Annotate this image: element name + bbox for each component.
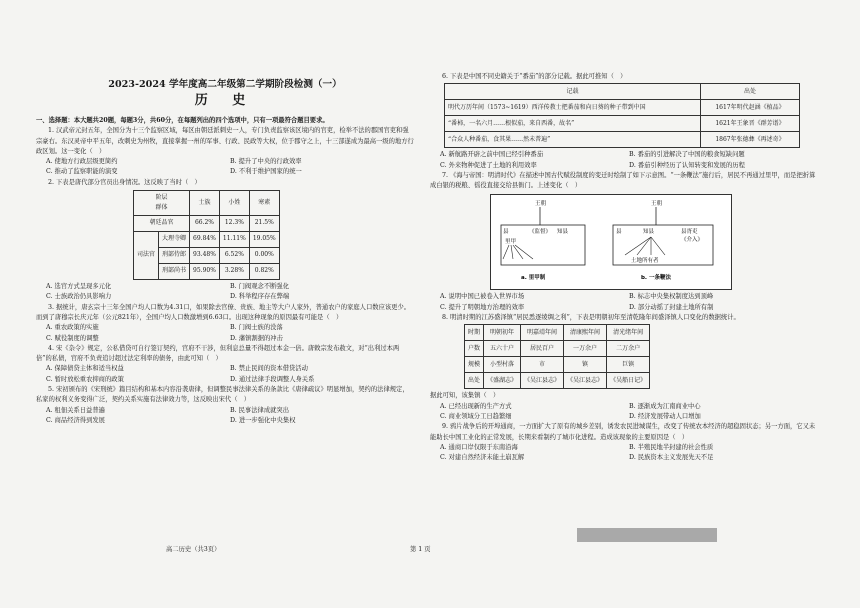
q4-opt-d[interactable]: D. 通过法律手段调整人身关系 [230,375,315,383]
subject-title: 历 史 [194,93,256,108]
q8-cell: 《盛湖志》 [484,373,521,389]
q8-table [464,324,650,389]
q6-source: 1621年王象晋《群芳谱》 [701,116,800,132]
q6-record: “番柿，一名六月……根似茄，来自西番，故名” [445,116,701,132]
q6-header-record: 记载 [445,84,701,100]
q2-header-class: 阶层 [155,193,168,201]
section-heading: 一、选择题：本大题共20题，每题3分，共60分，在每题列出的四个选项中，只有一项最符合题目要求。 [36,117,329,124]
q7-opt-b[interactable]: B. 标志中央集权制度达到顶峰 [629,293,714,301]
caption-b: b. 一条鞭法 [641,275,671,282]
q8-options [430,402,818,423]
q2-cell: 0.00% [249,248,279,264]
q5-options [36,406,414,427]
q8-opt-c[interactable]: C. 商业领域分工日趋繁细 [440,412,512,420]
q2-header-group: 群体 [155,204,168,212]
q2-cell: 0.82% [249,264,279,280]
supervise-label: 《监督》 [529,229,552,236]
q6-header-source: 出处 [701,84,800,100]
q7-opt-c[interactable]: C. 提升了明朝地方治理的效率 [440,303,525,311]
q9-opt-c[interactable]: C. 对建自然经济未能土崩瓦解 [440,454,525,462]
q7-stem: 7. 《海与帝国：明清时代》在描述中国古代赋役制度的变迁时绘制了如下示意图。“一条鞭法”施行后，居民不再通过里甲，而是把折算成白银的税粮、徭役直接交给县衙门。上述变化（ ） [430,171,816,190]
q4-opt-c[interactable]: C. 暂时放松重农抑商的政策 [46,375,124,383]
q6-stem: 6. 下表是中国不同史籍关于“番茄”的部分记载。据此可推知（ ） [442,73,627,80]
q3-opt-c[interactable]: C. 赋役制度的调整 [46,334,99,342]
q8-cell: 小型村落 [484,357,521,373]
q6-opt-b[interactable]: B. 番茄的引进解决了中国的粮食短缺问题 [629,151,745,159]
q8-cell: 一万余户 [564,341,607,357]
q2-cell: 66.2% [190,216,220,232]
q3-stem: 3. 据统计，唐玄宗十三年全国户均人口数为4.31口，如果除去官僚、贵族、地主等大户人家外，普通农户的家庭人口数应该更少。而到了唐穆宗长庆元年（公元821年），全国户均人口数激增到6.63口。出现这种现象的原因最有可能是（ ） [36,303,411,321]
q2-col: 小姓 [219,191,249,216]
q3-opt-d[interactable]: D. 藩镇割据的冲击 [230,334,283,342]
landowner-label: 土地所有者 [631,258,659,265]
q2-opt-d[interactable]: D. 科举程序存在弊端 [230,293,290,301]
single-whip-diagram [613,199,713,281]
q2-row-label: 朝廷品官 [134,216,190,232]
county-label: 县 [616,229,622,236]
q7-opt-d[interactable]: D. 部分动摇了封建土地所有制 [629,303,714,311]
q2-row-label: 大理寺卿 [159,232,190,248]
q6-opt-a[interactable]: A. 新航路开辟之前中国已经引种番茄 [440,151,544,159]
q7-opt-a[interactable]: A. 说明中国已被卷入世界市场 [440,293,525,301]
q2-cell: 19.05% [249,232,279,248]
q1-stem: 1. 汉武帝元封五年，全国分为十三个监察区域，每区由朝廷派刺史一人，专门负责监察该区境内的官吏，检举不法的郡国官吏和强宗豪右。东汉灵帝中平五年，改刺史为州牧，直接掌握一州的军事、行政、民政等大权，位于郡守之上，十三部遂成为最高一级的地方行政区划。这一变化（ ） [36,127,414,155]
q2-table [133,190,280,280]
magistrate-label: 知县 [557,229,569,236]
q8-cell: 市 [521,357,564,373]
q4-opt-b[interactable]: B. 禁止民间的资本借贷活动 [230,365,308,373]
q3-options [36,323,414,344]
q8-cell: 明朝初年 [484,325,521,341]
q2-group-label: 司法官 [134,232,159,280]
q8-cell: 《吴船日记》 [607,373,650,389]
q8-cell: 明嘉靖年间 [521,325,564,341]
q6-opt-c[interactable]: C. 外来物种促进了土地的利用效率 [440,161,537,169]
intervene-label: 《介入》 [681,237,704,244]
page-number: 第 1 页 [410,546,431,553]
q6-source: 1867年张德彝《再述奇》 [701,132,800,148]
q8-row-label: 时期 [465,325,484,341]
q8-cell: 清光绪年间 [607,325,650,341]
q2-cell: 21.5% [249,216,279,232]
magistrate-label: 知县 [643,229,655,236]
q9-opt-d[interactable]: D. 民族资本主义发展先天不足 [629,454,714,462]
exam-title: 2023-2024 学年度高二年级第二学期阶段检测（一） [108,79,342,90]
q7-options [430,292,818,313]
q2-options [36,282,414,303]
q5-opt-d[interactable]: D. 进一步强化中央集权 [230,416,296,424]
q2-row-label: 刑部侍郎 [159,248,190,264]
q8-cell: 《吴江县志》 [564,373,607,389]
caption-a: a. 里甲制 [521,275,546,282]
dynasty-label: 王朝 [651,201,663,208]
q2-cell: 3.28% [219,264,249,280]
q1-opt-b[interactable]: B. 提升了中央的行政效率 [230,158,302,166]
q9-stem: 9. 鸦片战争后的开埠通商，一方面扩大了原有的城乡差别，诱发农民进城谋生，改变了传统农本经济的超稳固状态；另一方面，它又未能助长中国工业化的正常发展，长期来看制约了城市化进程。造成该现象的主要原因是（ ） [430,423,816,441]
q8-row-label: 户数 [465,341,484,357]
q3-opt-b[interactable]: B. 门阀士族的没落 [230,324,283,332]
clerk-label: 县胥吏 [681,229,698,236]
q9-opt-b[interactable]: B. 半殖民地半封建的社会性质 [629,443,714,451]
q8-opt-d[interactable]: D. 经济发展带动人口增加 [629,412,701,420]
q5-opt-a[interactable]: A. 租佃关系日益普遍 [46,406,105,414]
q4-stem: 4. 宋《杂令》规定，公私借贷可自行签订契约，官府不干涉，但利息总量不得超过本金一倍。唐敕宗发布赦文，对“出利过本两倍”的私债，官府不负责追讨超过法定利率的债务，由此可知（ ） [36,344,400,363]
county-label: 县 [503,229,509,236]
q8-row-label: 规模 [465,357,484,373]
q2-opt-c[interactable]: C. 士族政治仍具影响力 [46,293,112,301]
q8-stem: 8. 明清时期的江苏盛泽镇“居民悉逐绫绸之利”，下表是明朝初年至清乾隆年间盛泽镇人口变化的数据统计。 [442,314,740,322]
q6-table [444,83,800,148]
q5-stem: 5. 宋初颁布的《宋刑统》篇目结构和基本内容沿袭唐律，但调整民事法律关系的条款比《唐律疏议》明显增加，契约的法律规定，私家的权利义务变得广泛，契约关系实施有法律效力等，这反映出宋代（ ） [36,386,409,404]
li-jia-diagram [501,199,585,281]
q4-options [36,364,414,385]
dynasty-label: 王朝 [535,201,547,208]
q5-opt-b[interactable]: B. 民事法律成就突出 [230,406,290,414]
q2-cell: 12.3% [219,216,249,232]
q1-opt-c[interactable]: C. 推动了监察职能的演变 [46,168,118,176]
q8-row-label: 出处 [465,373,484,389]
q1-options [36,157,414,178]
q8-tail: 据此可知，该集镇（ ） [430,392,500,400]
q1-opt-d[interactable]: D. 不利于维护国家的统一 [230,168,302,176]
q8-cell: 《吴江县志》 [521,373,564,389]
q2-cell: 6.52% [219,248,249,264]
redaction-bar [577,528,717,542]
q2-col: 士族 [190,191,220,216]
q2-opt-a[interactable]: A. 选官方式呈现多元化 [46,283,112,291]
q9-opt-a[interactable]: A. 通商口岸仅限于东南沿海 [440,443,518,451]
q2-stem: 2. 下表是唐代部分官员出身情况。这反映了当时（ ） [48,178,201,186]
q8-cell: 居民百户 [521,341,564,357]
q8-opt-a[interactable]: A. 已经出现新的生产方式 [440,402,512,410]
q8-cell: 镇 [564,357,607,373]
q6-source: 1617年明代赵涵《植品》 [701,100,800,116]
q8-cell: 二万余户 [607,341,650,357]
q8-cell: 巨镇 [607,357,650,373]
q1-opt-a[interactable]: A. 使地方行政层级更简约 [46,158,118,166]
q9-options [430,443,818,464]
q5-opt-c[interactable]: C. 商品经济得到发展 [46,416,105,424]
q8-opt-b[interactable]: B. 逐渐成为江南商业中心 [629,402,701,410]
q2-opt-b[interactable]: B. 门阀观念不断强化 [230,283,290,291]
q2-cell: 11.11% [219,232,249,248]
q2-row-label: 刑部尚书 [159,264,190,280]
q7-diagram [490,194,732,290]
li-jia-label: 里甲 [505,239,517,246]
q3-opt-a[interactable]: A. 重农政策的实施 [46,324,99,332]
q2-cell: 95.90% [190,264,220,280]
q6-record: 明代万历年间（1573~1619）西洋传教士把番茄和向日葵的种子带到中国 [445,100,701,116]
q2-cell: 69.84% [190,232,220,248]
q2-cell: 93.48% [190,248,220,264]
q4-opt-a[interactable]: A. 保障债贷主体和适当权益 [46,365,124,373]
q6-record: “合众人种番茄，食其果……然未普遍” [445,132,701,148]
q6-opt-d[interactable]: D. 番茄引种经历了认知转变和发展的历程 [629,161,745,169]
q8-cell: 清康熙年间 [564,325,607,341]
q2-col: 寒素 [249,191,279,216]
q6-options [430,150,818,171]
q8-cell: 五六十户 [484,341,521,357]
footer-left: 高二历史（共3页） [166,546,221,553]
